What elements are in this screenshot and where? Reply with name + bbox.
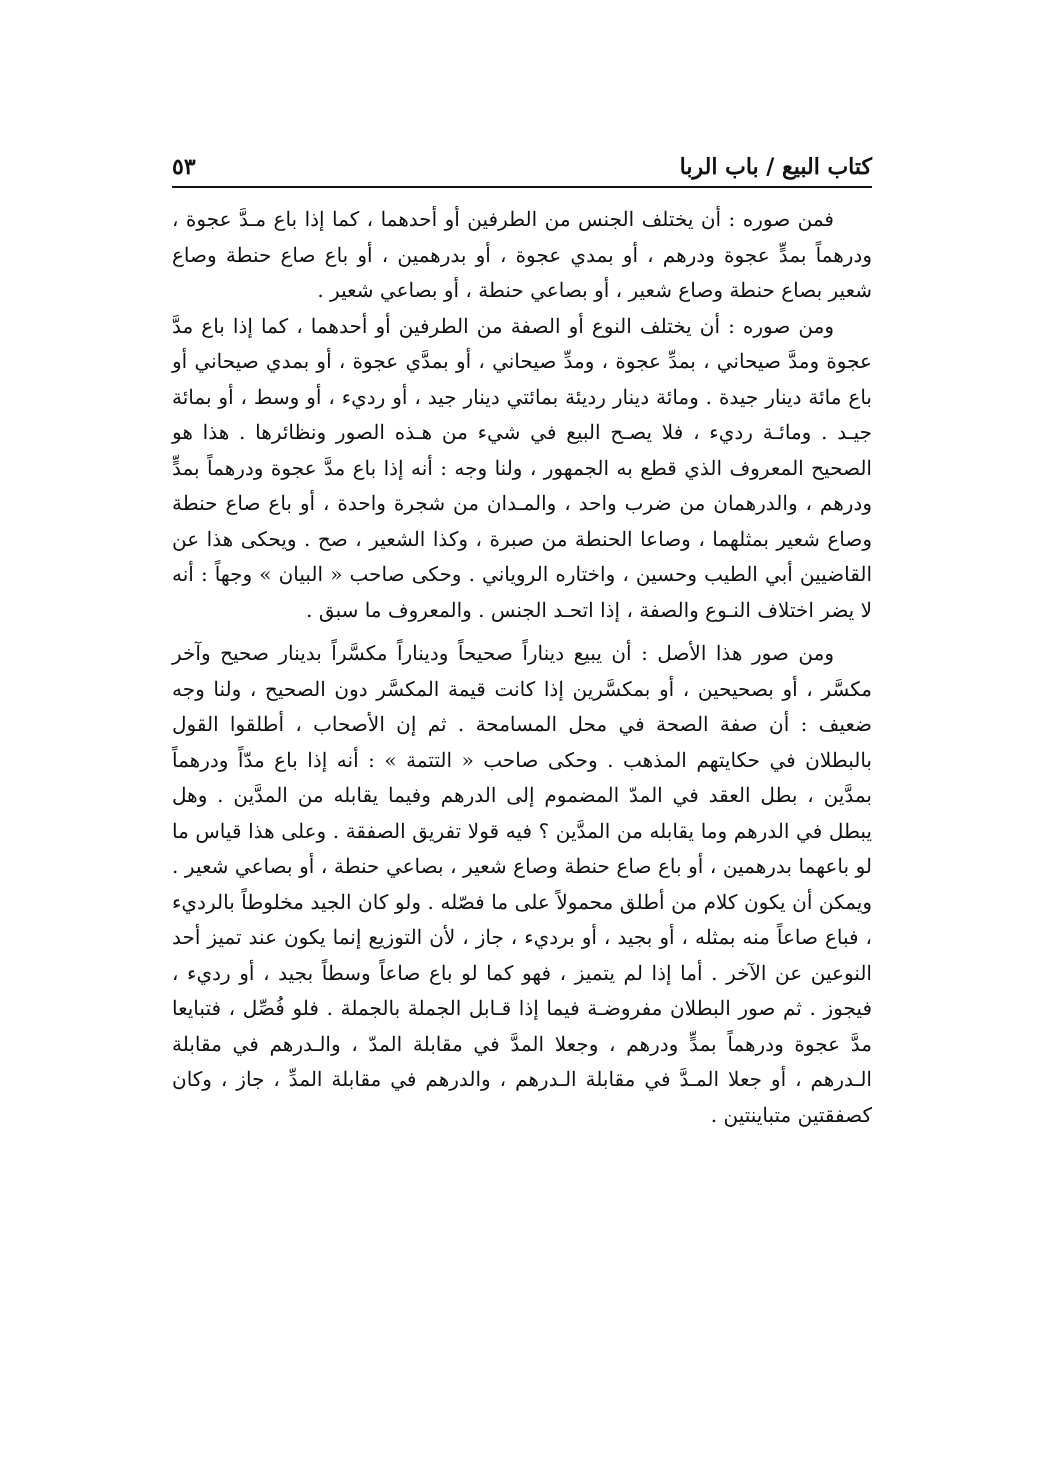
body-text bbox=[172, 202, 872, 1133]
header-title: كتاب البيع / باب الربا bbox=[679, 154, 872, 180]
running-header bbox=[172, 136, 872, 184]
header-divider bbox=[172, 186, 872, 188]
paragraph-1: فمن صوره : أن يختلف الجنس من الطرفين أو أحدهما ، كما إذا باع مـدَّ عجوة ، ودرهماً بمدٍّ عجوة ودرهم ، أو بمدي عجوة ، أو بدرهمين ، أو باع صاع حنطة وصاع شعير بصاع حنطة وصاع شعير ، أو بصاعي حنطة ، أو بصاعي شعير . bbox=[172, 207, 872, 302]
page-number: ٥٣ bbox=[172, 154, 196, 180]
paragraph-2: ومن صوره : أن يختلف النوع أو الصفة من الطرفين أو أحدهما ، كما إذا باع مدَّ عجوة ومدَّ صيحاني ، بمدِّ عجوة ، ومدِّ صيحاني ، أو بمدَّي عجوة ، أو بمدي صيحاني أو باع مائة دينار جيدة . ومائة دينار رديئة بمائتي دينار جيد ، أو رديء ، أو وسط ، أو بمائة جيـد . ومائـة رديء ، فلا يصـح البيع في شيء من هـذه الصور ونظائرها . هذا هو الصحيح المعروف الذي قطع به الجمهور ، ولنا وجه : أنه إذا باع مدَّ عجوة ودرهماً بمدٍّ ودرهم ، والدرهمان من ضرب واحد ، والمـدان من شجرة واحدة ، أو باع صاع حنطة وصاع شعير بمثلهما ، وصاعا الحنطة من صبرة ، وكذا الشعير ، صح . ويحكى هذا عن القاضيين أبي الطيب وحسين ، واختاره الروياني . وحكى صاحب « البيان » وجهاً : أنه لا يضر اختلاف النـوع والصفة ، إذا اتحـد الجنس . والمعروف ما سبق . bbox=[172, 313, 872, 622]
paragraph-3: ومن صور هذا الأصل : أن يبيع ديناراً صحيحاً وديناراً مكسَّراً بدينار صحيح وآخر مكسَّر ، أو بصحيحين ، أو بمكسَّرين إذا كانت قيمة المكسَّر دون الصحيح ، ولنا وجه ضعيف : أن صفة الصحة في محل المسامحة . ثم إن الأصحاب ، أطلقوا القول بالبطلان في حكايتهم المذهب . وحكى صاحب « التتمة » : أنه إذا باع مدّاً ودرهماً بمدَّين ، بطل العقد في المدّ المضموم إلى الدرهم وفيما يقابله من المدَّين . وهل يبطل في الدرهم وما يقابله من المدَّين ؟ فيه قولا تفريق الصفقة . وعلى هذا قياس ما لو باعهما بدرهمين ، أو باع صاع حنطة وصاع شعير ، بصاعي حنطة ، أو بصاعي شعير . ويمكن أن يكون كلام من أطلق محمولاً على ما فصّله . ولو كان الجيد مخلوطاً بالرديء ، فباع صاعاً منه بمثله ، أو بجيد ، أو برديء ، جاز ، لأن التوزيع إنما يكون عند تميز أحد النوعين عن الآخر . أما إذا لم يتميز ، فهو كما لو باع صاعاً وسطاً بجيد ، أو رديء ، فيجوز . ثم صور البطلان مفروضـة فيما إذا قـابل الجملة بالجملة . فلو فُصِّل ، فتبايعا مدَّ عجوة ودرهماً بمدٍّ ودرهم ، وجعلا المدَّ في مقابلة المدّ ، والـدرهم في مقابلة الـدرهم ، أو جعلا المـدَّ في مقابلة الـدرهم ، والدرهم في مقابلة المدِّ ، جاز ، وكان كصفقتين متباينتين . bbox=[172, 641, 872, 1127]
